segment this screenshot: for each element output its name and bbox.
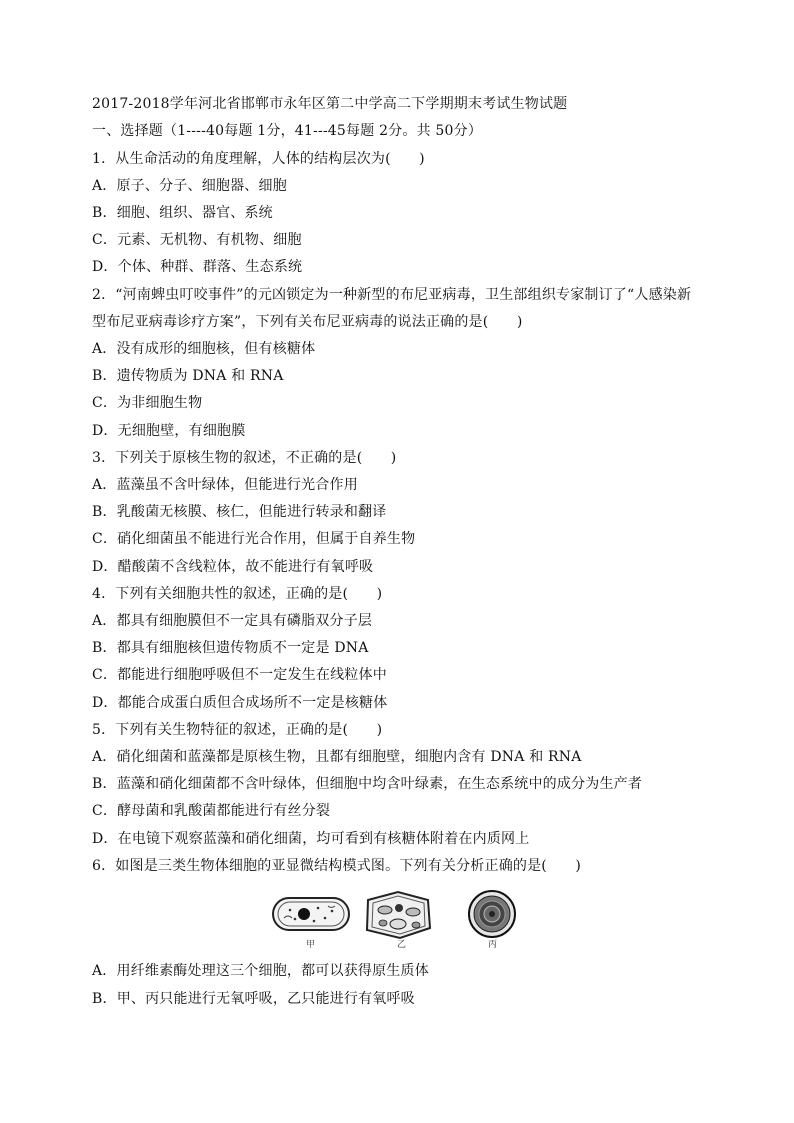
question-4-option-b: B．都具有细胞核但遗传物质不一定是 DNA: [92, 640, 369, 656]
question-5-option-c: C．酵母菌和乳酸菌都能进行有丝分裂: [92, 803, 331, 819]
question-5-option-a: A．硝化细菌和蓝藻都是原核生物，且都有细胞壁，细胞内含有 DNA 和 RNA: [92, 749, 582, 765]
question-4-option-d: D．都能合成蛋白质但合成场所不一定是核糖体: [92, 695, 388, 711]
question-5-option-b: B．蓝藻和硝化细菌都不含叶绿体，但细胞中均含叶绿素，在生态系统中的成分为生产者: [92, 776, 643, 792]
question-2-stem-line-2: 型布尼亚病毒诊疗方案”，下列有关布尼亚病毒的说法正确的是( ): [92, 314, 523, 330]
question-3-option-b: B．乳酸菌无核膜、核仁，但能进行转录和翻译: [92, 504, 387, 520]
question-4-option-c: C．都能进行细胞呼吸但不一定发生在线粒体中: [92, 667, 387, 683]
document-title: 2017-2018学年河北省邯郸市永年区第二中学高二下学期期末考试生物试题: [92, 96, 568, 112]
cell-diagram-bing: [469, 891, 515, 937]
question-1-option-b: B．细胞、组织、器官、系统: [92, 205, 273, 221]
question-3-option-c: C．硝化细菌虽不能进行光合作用，但属于自养生物: [92, 531, 416, 547]
question-6-option-a: A．用纤维素酶处理这三个细胞，都可以获得原生质体: [92, 963, 429, 979]
question-3-stem: 3．下列关于原核生物的叙述，不正确的是( ): [92, 450, 397, 466]
question-4-stem: 4．下列有关细胞共性的叙述，正确的是( ): [92, 586, 383, 602]
question-2-option-c: C．为非细胞生物: [92, 395, 203, 411]
question-1-option-d: D．个体、种群、群落、生态系统: [92, 259, 303, 275]
question-1-option-c: C．元素、无机物、有机物、细胞: [92, 232, 302, 248]
question-2-stem-line-1: 2．“河南蜱虫叮咬事件”的元凶锁定为一种新型的布尼亚病毒，卫生部组织专家制订了“人感染新: [92, 287, 692, 303]
question-4-option-a: A．都具有细胞膜但不一定具有磷脂双分子层: [92, 613, 373, 629]
figure-label-jia: 甲: [306, 940, 316, 950]
question-1-option-a: A．原子、分子、细胞器、细胞: [92, 178, 287, 194]
question-3-option-d: D．醋酸菌不含线粒体，故不能进行有氧呼吸: [92, 559, 374, 575]
cell-diagram-yi: [367, 892, 430, 938]
figure-label-yi: 乙: [397, 940, 407, 950]
question-6-option-b: B．甲、丙只能进行无氧呼吸，乙只能进行有氧呼吸: [92, 991, 415, 1007]
question-3-option-a: A．蓝藻虽不含叶绿体，但能进行光合作用: [92, 477, 358, 493]
figure-label-bing: 丙: [488, 940, 498, 950]
question-5-stem: 5．下列有关生物特征的叙述，正确的是( ): [92, 722, 383, 738]
question-6-stem: 6．如图是三类生物体细胞的亚显微结构模式图。下列有关分析正确的是( ): [92, 858, 582, 874]
question-2-option-a: A．没有成形的细胞核，但有核糖体: [92, 341, 316, 357]
question-1-stem: 1．从生命活动的角度理解，人体的结构层次为( ): [92, 151, 425, 167]
question-5-option-d: D．在电镜下观察蓝藻和硝化细菌，均可看到有核糖体附着在内质网上: [92, 831, 530, 847]
section-heading: 一、选择题（1----40每题 1分，41---45每题 2分。共 50分）: [92, 123, 483, 139]
cell-diagram-jia: [273, 898, 349, 930]
question-2-option-b: B．遗传物质为 DNA 和 RNA: [92, 368, 284, 384]
question-2-option-d: D．无细胞壁，有细胞膜: [92, 423, 246, 439]
